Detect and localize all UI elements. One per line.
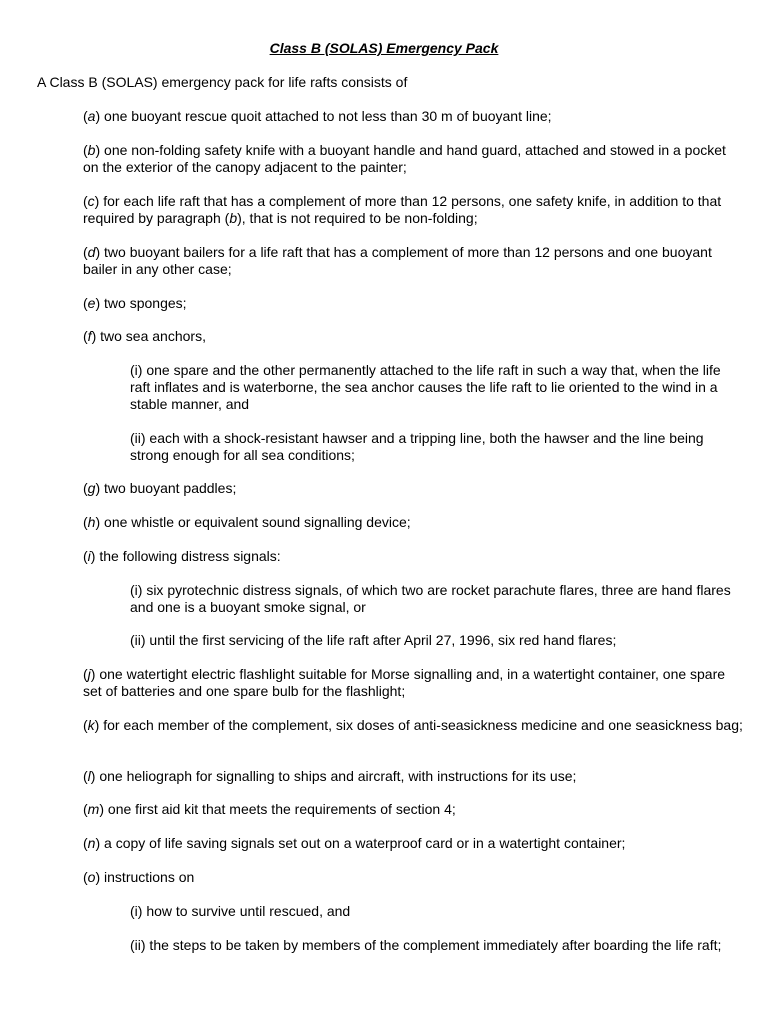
- sub-item-o-i: (i) how to survive until rescued, and: [130, 903, 351, 919]
- item-letter: b: [87, 142, 96, 158]
- list-item-o: (o) instructions on: [83, 869, 195, 885]
- item-text: one watertight electric flashlight suitable for Morse signalling and, in a watertight container, one spare set of batteries and one spare bulb for the flashlight;: [83, 666, 726, 699]
- item-letter: g: [87, 480, 96, 496]
- list-item-d: (d) two buoyant bailers for a life raft that has a complement of more than 12 persons and one buoyant bailer in any other case;: [83, 244, 712, 277]
- intro-paragraph: A Class B (SOLAS) emergency pack for life rafts consists of: [37, 74, 408, 90]
- item-letter: j: [87, 666, 91, 682]
- item-letter: e: [87, 295, 96, 311]
- item-text: one heliograph for signalling to ships and aircraft, with instructions for its use;: [95, 768, 577, 784]
- item-text: a copy of life saving signals set out on a waterproof card or in a watertight container;: [100, 835, 626, 851]
- list-item-m: (m) one first aid kit that meets the requirements of section 4;: [83, 801, 456, 817]
- item-text: for each member of the complement, six doses of anti-seasickness medicine and one seasickness bag;: [99, 717, 743, 733]
- item-letter: k: [87, 717, 95, 733]
- list-item-g: (g) two buoyant paddles;: [83, 480, 237, 496]
- item-letter: i: [87, 548, 91, 564]
- item-letter: c: [87, 193, 95, 209]
- list-item-n: (n) a copy of life saving signals set out on a waterproof card or in a watertight container;: [83, 835, 626, 851]
- list-item-a: (a) one buoyant rescue quoit attached to not less than 30 m of buoyant line;: [83, 108, 552, 124]
- item-text: two buoyant bailers for a life raft that has a complement of more than 12 persons and one buoyant bailer in any other case;: [83, 244, 712, 277]
- list-item-e: (e) two sponges;: [83, 295, 187, 311]
- sub-item-f-ii: (ii) each with a shock-resistant hawser and a tripping line, both the hawser and the line being strong enough for all sea conditions;: [130, 430, 704, 463]
- sub-item-i-i: (i) six pyrotechnic distress signals, of which two are rocket parachute flares, three are hand flares and one is a buoyant smoke signal, or: [130, 582, 731, 615]
- list-item-f: (f) two sea anchors,: [83, 328, 206, 344]
- item-text: for each life raft that has a complement of more than 12 persons, one safety knife, in addition to that required by paragraph (: [83, 193, 722, 226]
- item-letter: a: [87, 108, 96, 124]
- item-text: one buoyant rescue quoit attached to not less than 30 m of buoyant line;: [100, 108, 552, 124]
- item-letter: m: [87, 801, 100, 817]
- page-title: Class B (SOLAS) Emergency Pack: [269, 40, 499, 56]
- item-letter: h: [87, 514, 96, 530]
- item-text: two buoyant paddles;: [100, 480, 237, 496]
- list-item-l: (l) one heliograph for signalling to ships and aircraft, with instructions for its use;: [83, 768, 577, 784]
- list-item-i: (i) the following distress signals:: [83, 548, 281, 564]
- item-text: ), that is not required to be non-folding;: [237, 210, 478, 226]
- item-text: instructions on: [100, 869, 195, 885]
- item-letter: o: [87, 869, 96, 885]
- item-letter: l: [87, 768, 91, 784]
- sub-item-o-ii: (ii) the steps to be taken by members of the complement immediately after boarding the life raft;: [130, 937, 722, 953]
- item-text: one non-folding safety knife with a buoyant handle and hand guard, attached and stowed in a pocket on the exterior of the canopy adjacent to the painter;: [83, 142, 726, 175]
- list-item-c: (c) for each life raft that has a complement of more than 12 persons, one safety knife, in addition to that required by paragraph (b), that is not required to be non-folding;: [83, 193, 722, 226]
- list-item-b: (b) one non-folding safety knife with a buoyant handle and hand guard, attached and stowed in a pocket on the exterior of the canopy adjacent to the painter;: [83, 142, 726, 175]
- item-text: one whistle or equivalent sound signalling device;: [100, 514, 411, 530]
- item-reference: b: [229, 210, 238, 226]
- item-letter: d: [87, 244, 96, 260]
- sub-item-f-i: (i) one spare and the other permanently attached to the life raft in such a way that, when the life raft inflates and is waterborne, the sea anchor causes the life raft to lie oriented to the wind in a stable manner, and: [130, 362, 721, 412]
- item-text: two sponges;: [100, 295, 187, 311]
- list-item-h: (h) one whistle or equivalent sound signalling device;: [83, 514, 411, 530]
- list-item-j: (j) one watertight electric flashlight suitable for Morse signalling and, in a watertight container, one spare set of batteries and one spare bulb for the flashlight;: [83, 666, 726, 699]
- item-letter: n: [87, 835, 96, 851]
- item-letter: f: [87, 328, 92, 344]
- item-text: two sea anchors,: [96, 328, 206, 344]
- item-text: one first aid kit that meets the requirements of section 4;: [104, 801, 456, 817]
- list-item-k: (k) for each member of the complement, six doses of anti-seasickness medicine and one seasickness bag;: [83, 717, 743, 733]
- item-text: the following distress signals:: [95, 548, 281, 564]
- sub-item-i-ii: (ii) until the first servicing of the life raft after April 27, 1996, six red hand flares;: [130, 632, 617, 648]
